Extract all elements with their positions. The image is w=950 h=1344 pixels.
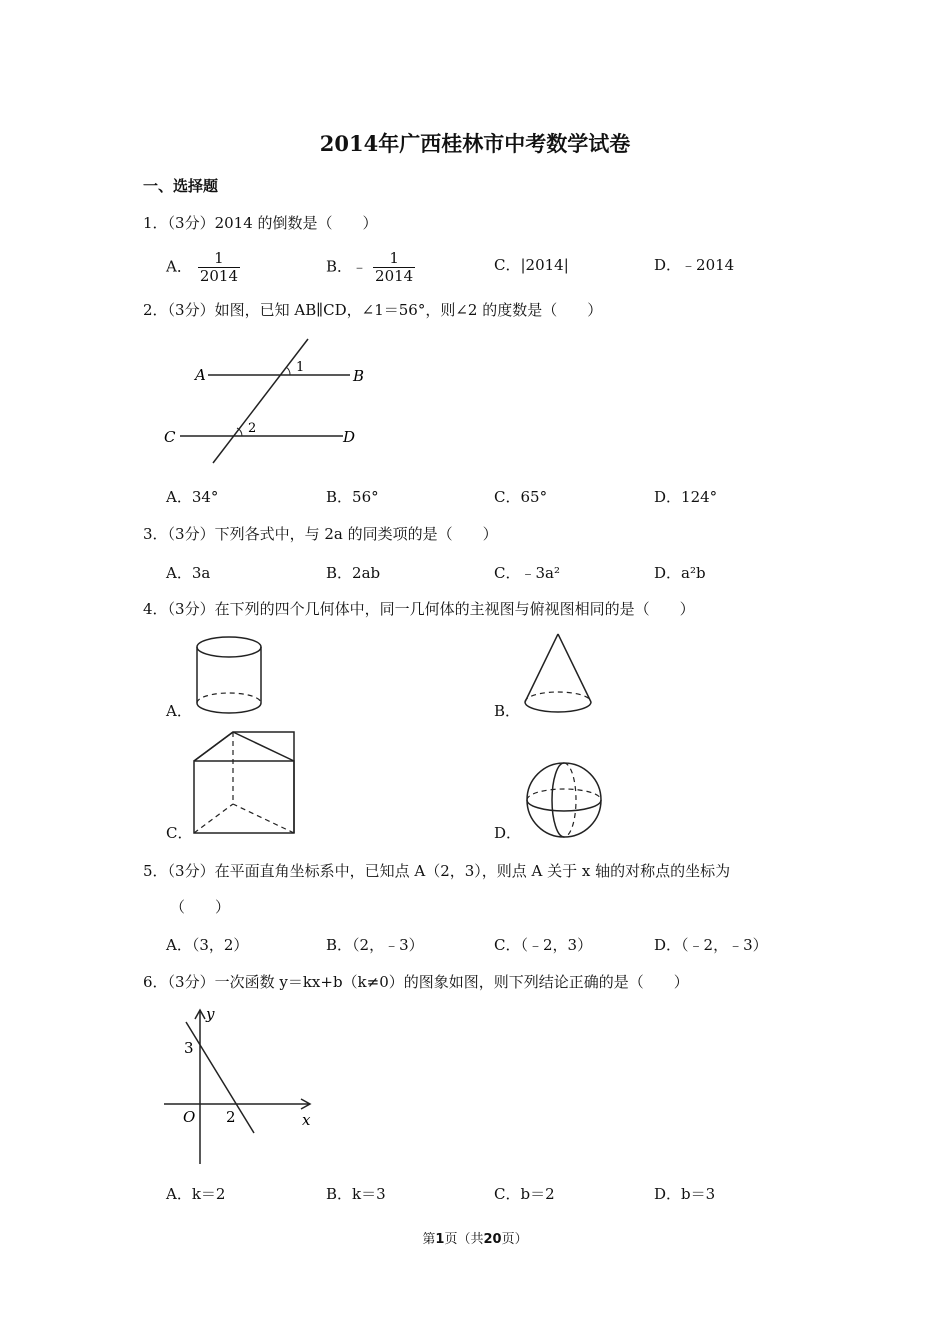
total-pages: 20 — [483, 1232, 502, 1247]
q2-option-b: B．56° — [326, 488, 379, 506]
q3-option-d: D．a²b — [654, 564, 706, 582]
fraction-denominator: 2014 — [375, 267, 414, 285]
fraction-denominator: 2014 — [199, 267, 239, 285]
fraction — [198, 250, 240, 285]
prism-figure — [190, 728, 300, 840]
x-intercept-label: 2 — [226, 1108, 236, 1126]
minus-sign: ﹣ — [352, 257, 368, 276]
page-footer — [0, 1228, 950, 1247]
footer-suffix: 页） — [501, 1232, 528, 1247]
q3-option-c: C．﹣3a² — [494, 564, 560, 582]
label-c: C — [164, 428, 176, 446]
sphere-figure — [522, 760, 606, 840]
q5-option-c: C．（﹣2，3） — [494, 936, 593, 954]
function-line — [186, 1022, 254, 1133]
y-intercept-label: 3 — [184, 1039, 194, 1057]
section-heading: 一、选择题 — [143, 177, 219, 195]
fraction — [373, 250, 415, 285]
fraction-numerator: 1 — [389, 249, 399, 267]
q2-option-c: C．65° — [494, 488, 548, 506]
question-3-stem: 3．（3分）下列各式中，与 2a 的同类项的是（ ） — [143, 525, 498, 543]
footer-prefix: 第 — [422, 1232, 436, 1247]
q2-option-d: D．124° — [654, 488, 718, 506]
question-6-stem: 6．（3分）一次函数 y＝kx+b（k≠0）的图象如图，则下列结论正确的是（ ） — [143, 973, 689, 991]
q4-option-c: C． — [166, 824, 193, 842]
label-a: A — [195, 366, 206, 384]
cylinder-figure — [192, 633, 267, 718]
linear-function-graph — [160, 1002, 325, 1170]
q4-option-b: B． — [494, 702, 521, 720]
parallel-lines-figure — [160, 335, 380, 470]
q2-option-a: A．34° — [166, 488, 219, 506]
q1-option-b — [326, 250, 415, 285]
angle-2-arc — [237, 428, 242, 436]
q5-option-b: B．（2，﹣3） — [326, 936, 424, 954]
x-axis-label: x — [302, 1111, 311, 1129]
q1-option-a — [166, 250, 240, 285]
angle-1-arc — [286, 367, 290, 375]
cone-figure — [520, 630, 598, 720]
q6-option-d: D．b＝3 — [654, 1185, 716, 1203]
q1-option-d: D．﹣2014 — [654, 256, 735, 274]
transversal-line — [213, 339, 308, 463]
question-5-stem: 5．（3分）在平面直角坐标系中，已知点 A（2，3），则点 A 关于 x 轴的对称点的坐标为 — [143, 862, 731, 880]
q3-option-b: B．2ab — [326, 564, 381, 582]
question-1-stem: 1．（3分）2014 的倒数是（ ） — [143, 214, 378, 232]
q5-option-d: D．（﹣2，﹣3） — [654, 936, 768, 954]
option-letter: B． — [326, 257, 353, 276]
fraction-numerator: 1 — [214, 249, 224, 267]
question-5-stem-continued: （ ） — [170, 898, 231, 916]
page-title: 2014年广西桂林市中考数学试卷 — [319, 131, 631, 156]
q3-option-a: A．3a — [166, 564, 211, 582]
q6-option-b: B．k＝3 — [326, 1185, 386, 1203]
label-angle-2: 2 — [248, 421, 257, 436]
q1-option-c: C．|2014| — [494, 256, 569, 274]
question-4-stem: 4．（3分）在下列的四个几何体中，同一几何体的主视图与俯视图相同的是（ ） — [143, 600, 695, 618]
page-number: 1 — [435, 1232, 445, 1247]
label-b: B — [353, 367, 365, 385]
q5-option-a: A．（3，2） — [166, 936, 249, 954]
origin-label: O — [183, 1108, 196, 1126]
label-d: D — [343, 428, 356, 446]
y-axis-label: y — [206, 1005, 215, 1023]
q4-option-d: D． — [494, 824, 522, 842]
label-angle-1: 1 — [296, 360, 305, 375]
footer-middle: 页（共 — [444, 1232, 484, 1247]
option-letter: A． — [166, 257, 192, 276]
q6-option-c: C．b＝2 — [494, 1185, 555, 1203]
question-2-stem: 2．（3分）如图，已知 AB∥CD，∠1＝56°，则∠2 的度数是（ ） — [143, 301, 603, 319]
q4-option-a: A． — [166, 702, 192, 720]
q6-option-a: A．k＝2 — [166, 1185, 226, 1203]
